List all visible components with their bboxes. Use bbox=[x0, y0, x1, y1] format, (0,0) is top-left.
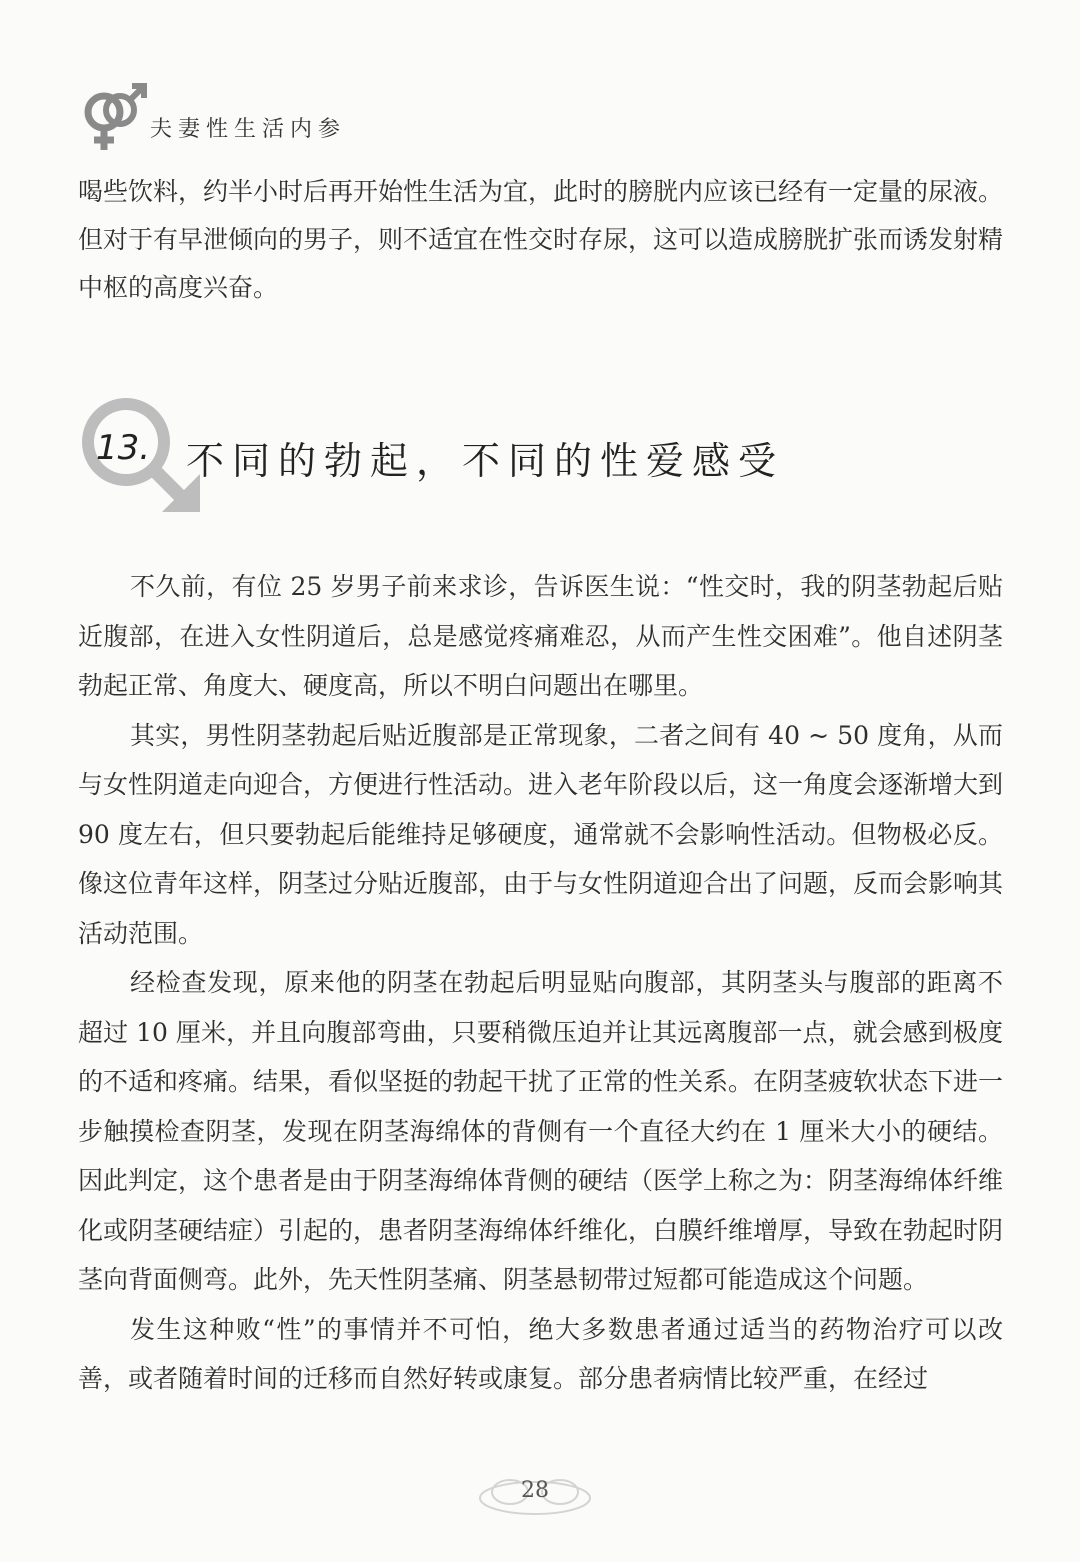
paragraph: 经检查发现，原来他的阴茎在勃起后明显贴向腹部，其阴茎头与腹部的距离不超过 10 厘米，并且向腹部弯曲，只要稍微压迫并让其远离腹部一点，就会感到极度的不适和疼痛。结果，看似坚挺的勃起干扰了正常的性关系。在阴茎疲软状态下进一步触摸检查阴茎，发现在阴茎海绵体的背侧有一个直径大约在 1 厘米大小的硬结。因此判定，这个患者是由于阴茎海绵体背侧的硬结（医学上称之为：阴茎海绵体纤维化或阴茎硬结症）引起的，患者阴茎海绵体纤维化，白膜纤维增厚，导致在勃起时阴茎向背面侧弯。此外，先天性阴茎痛、阴茎悬韧带过短都可能造成这个问题。 bbox=[78, 968, 1004, 1294]
continued-paragraph bbox=[78, 168, 1003, 312]
paragraph: 其实，男性阴茎勃起后贴近腹部是正常现象，二者之间有 40 ~ 50 度角，从而与女性阴道走向迎合，方便进行性活动。进入老年阶段以后，这一角度会逐渐增大到 90 度左右，但只要勃起后能维持足够硬度，通常就不会影响性活动。但物极必反。像这位青年这样，阴茎过分贴近腹部，由于与女性阴道迎合出了问题，反而会影响其活动范围。 bbox=[78, 720, 1004, 948]
page-number: 28 bbox=[521, 1478, 549, 1503]
page-footer bbox=[470, 1470, 600, 1520]
section-title: 不同的勃起，不同的性爱感受 bbox=[186, 439, 785, 483]
gender-symbols-icon bbox=[78, 78, 158, 158]
book-title: 夫妻性生活内参 bbox=[150, 117, 347, 142]
article-body bbox=[78, 562, 1003, 1404]
section-number: 13. bbox=[96, 428, 151, 468]
page-header bbox=[78, 78, 478, 158]
paragraph: 喝些饮料，约半小时后再开始性生活为宜，此时的膀胱内应该已经有一定量的尿液。但对于有早泄倾向的男子，则不适宜在性交时存尿，这可以造成膀胱扩张而诱发射精中枢的高度兴奋。 bbox=[78, 177, 1004, 302]
paragraph: 不久前，有位 25 岁男子前来求诊，告诉医生说：“性交时，我的阴茎勃起后贴近腹部，在进入女性阴道后，总是感觉疼痛难忍，从而产生性交困难”。他自述阴茎勃起正常、角度大、硬度高，所以不明白问题出在哪里。 bbox=[78, 572, 1003, 700]
paragraph: 发生这种败“性”的事情并不可怕，绝大多数患者通过适当的药物治疗可以改善，或者随着时间的迁移而自然好转或康复。部分患者病情比较严重，在经过 bbox=[78, 1314, 1003, 1393]
section-heading bbox=[78, 390, 838, 530]
